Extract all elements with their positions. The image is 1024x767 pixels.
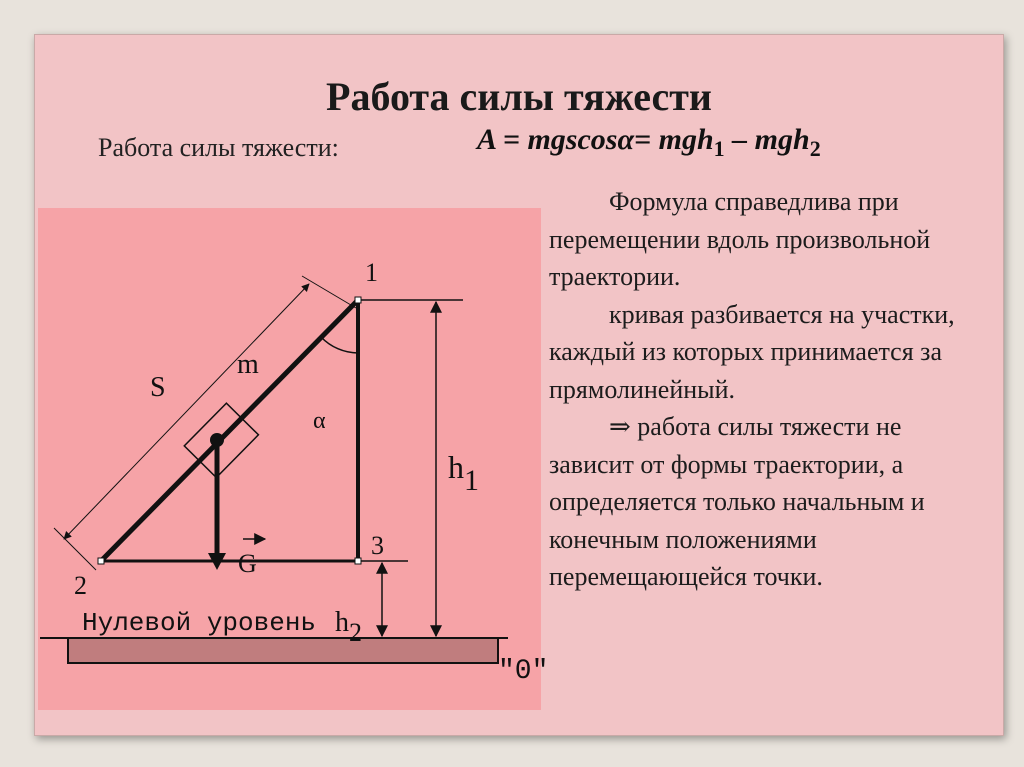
- label-h2: h2: [335, 607, 362, 647]
- s-dimension: [64, 284, 309, 539]
- paragraph-1: Формула справедлива при перемещении вдоль произвольной траектории.: [549, 187, 931, 291]
- formula-sub2: 2: [809, 136, 821, 161]
- label-zero-level: Нулевой уровень: [82, 608, 317, 638]
- s-ext-low: [54, 528, 96, 570]
- incline-diagram-svg: [38, 208, 549, 710]
- work-formula: [477, 123, 821, 162]
- label-point-3: 3: [371, 531, 384, 560]
- slide-title: Работа силы тяжести: [326, 74, 712, 119]
- point-3-marker: [355, 558, 361, 564]
- label-point-2: 2: [74, 571, 87, 600]
- label-point-1: 1: [365, 258, 378, 287]
- incline-diagram: [38, 208, 549, 710]
- formula-mid: – mgh: [724, 123, 810, 156]
- angle-arc: [321, 337, 358, 353]
- explanation-text: [549, 183, 969, 596]
- implies-arrow-icon: ⇒: [609, 412, 631, 441]
- formula-caption: Работа силы тяжести:: [98, 133, 339, 162]
- point-2-marker: [98, 558, 104, 564]
- label-zero-mark: "0": [498, 656, 549, 687]
- label-angle: α: [313, 408, 326, 434]
- ground-bar: [68, 638, 498, 663]
- formula-lhs: A = mgscosα= mgh: [477, 123, 714, 156]
- label-force: G: [238, 549, 257, 578]
- s-ext-high: [302, 276, 356, 308]
- paragraph-2: кривая разбивается на участки, каждый из которых принимается за прямолинейный.: [549, 299, 955, 404]
- formula-sub1: 1: [713, 136, 725, 161]
- point-1-marker: [355, 297, 361, 303]
- label-mass: m: [237, 349, 259, 380]
- slide: [34, 34, 1004, 736]
- label-distance: S: [150, 372, 166, 403]
- label-h1: h1: [448, 449, 479, 497]
- paragraph-3: ⇒ работа силы тяжести не зависит от формы траектории, а определяется только начальным и конечным положениями перемещающейся точки.: [549, 412, 925, 591]
